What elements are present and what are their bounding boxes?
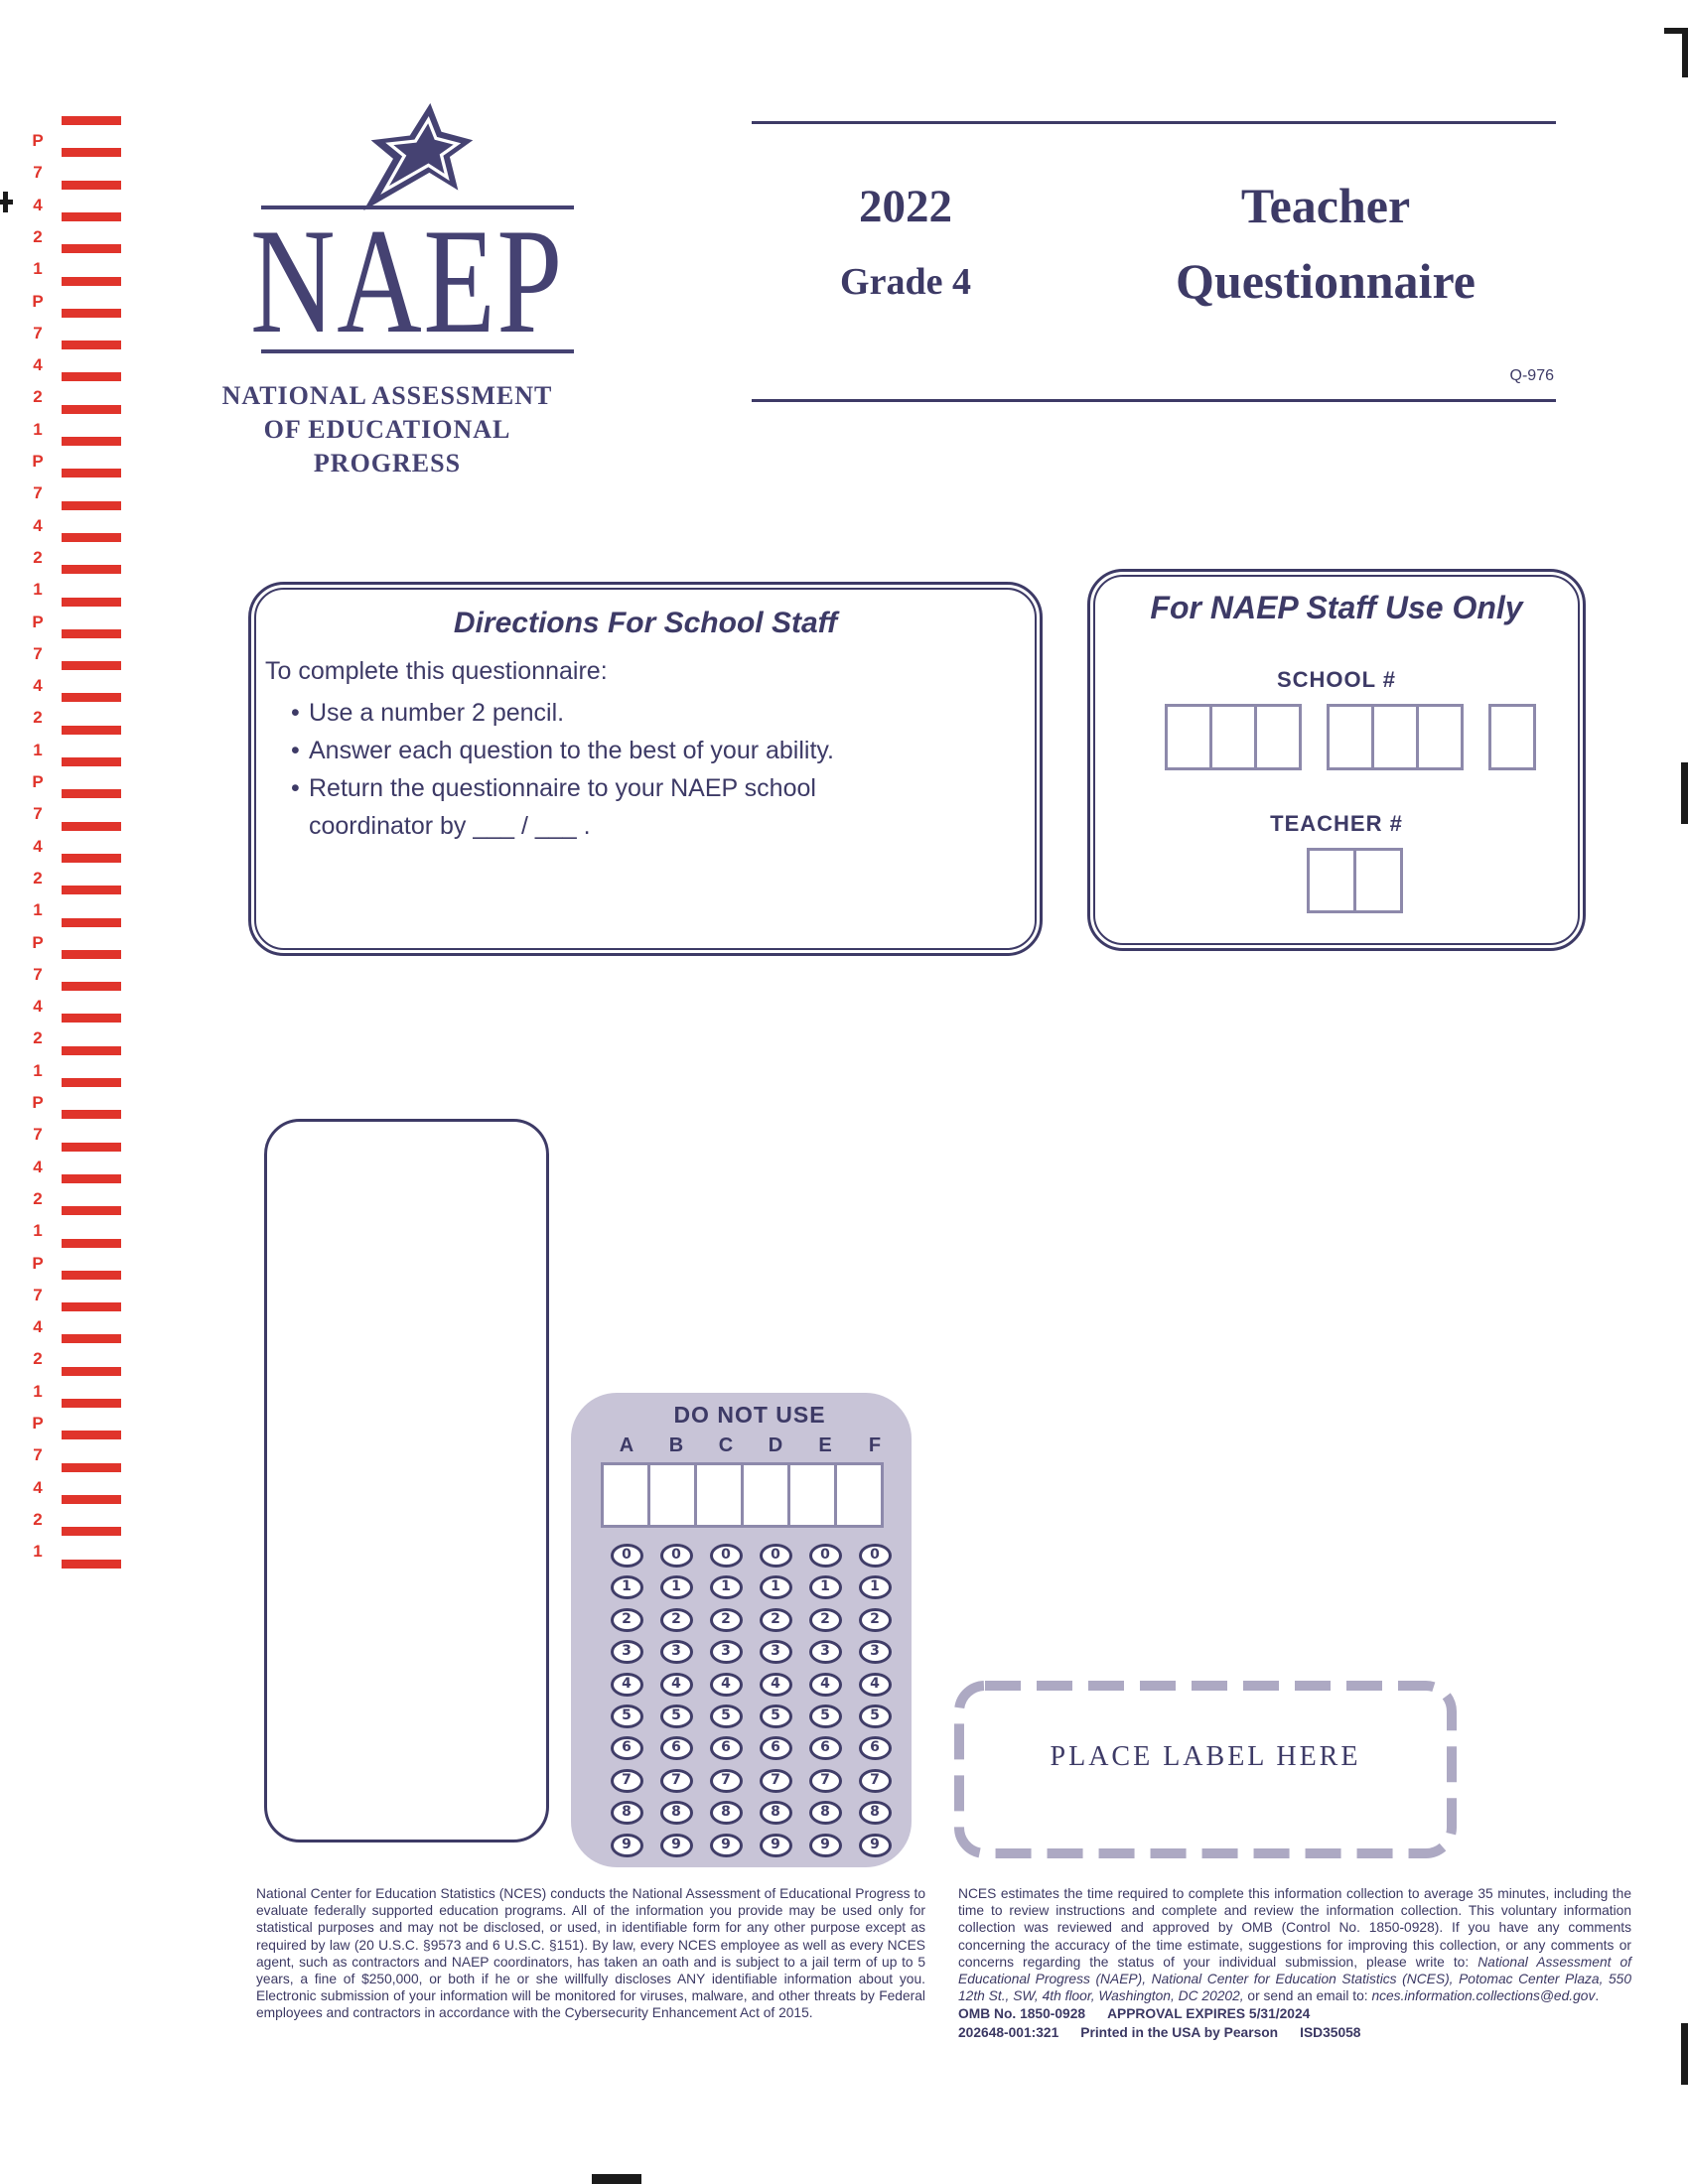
column-letter-E: E — [818, 1434, 832, 1456]
bubble-wrap — [751, 1769, 800, 1793]
bubble-wrap — [800, 1640, 850, 1664]
timing-bar — [62, 693, 121, 702]
timing-char: 4 — [33, 836, 43, 856]
timing-bar — [62, 1206, 121, 1215]
bubble-wrap — [850, 1575, 900, 1599]
school-number-cell[interactable] — [1254, 704, 1302, 770]
bubble-F5[interactable]: 5 — [859, 1705, 892, 1728]
bubble-wrap — [850, 1608, 900, 1632]
bubble-wrap — [850, 1705, 900, 1728]
write-box-B[interactable] — [647, 1462, 697, 1528]
column-letter-B: B — [668, 1434, 684, 1456]
bubble-wrap — [602, 1673, 651, 1697]
timing-bar — [62, 822, 121, 831]
timing-char: P — [32, 1253, 44, 1273]
bubble-wrap — [602, 1769, 651, 1793]
bubble-wrap — [800, 1736, 850, 1760]
timing-char: 1 — [33, 1060, 43, 1080]
timing-char: P — [32, 1414, 44, 1433]
bubble-E4[interactable]: 4 — [809, 1673, 842, 1697]
bubble-C2[interactable]: 2 — [710, 1608, 743, 1632]
sentence-period: . — [1595, 1988, 1600, 2004]
timing-bar — [62, 950, 121, 959]
write-box-E[interactable] — [787, 1462, 837, 1528]
timing-bar — [62, 212, 121, 221]
bubble-B7[interactable]: 7 — [660, 1769, 693, 1793]
page-title-line1: Teacher — [1240, 178, 1411, 233]
school-number-label: SCHOOL # — [1276, 667, 1397, 692]
timing-bar — [62, 1143, 121, 1152]
bubble-row-7 — [602, 1769, 900, 1793]
timing-bar — [62, 1527, 121, 1536]
school-number-cell[interactable] — [1416, 704, 1464, 770]
timing-bar — [62, 469, 121, 478]
print-code: ISD35058 — [1300, 2024, 1361, 2040]
bubble-C3[interactable]: 3 — [710, 1640, 743, 1664]
org-line-1: NATIONAL ASSESSMENT — [221, 381, 553, 410]
directions-content — [265, 652, 1020, 845]
bubble-E8[interactable]: 8 — [809, 1801, 842, 1825]
timing-bar — [62, 1431, 121, 1439]
form-code: Q-976 — [1509, 367, 1554, 384]
omb-number: OMB No. 1850-0928 — [958, 2006, 1086, 2022]
bubble-D1[interactable]: 1 — [760, 1575, 792, 1599]
timing-char: 2 — [33, 1509, 43, 1529]
bubble-wrap — [751, 1608, 800, 1632]
school-number-cell[interactable] — [1327, 704, 1374, 770]
timing-bar — [62, 1463, 121, 1472]
directions-bullet-list — [265, 694, 1020, 845]
timing-char: P — [32, 131, 44, 150]
org-line-2: OF EDUCATIONAL — [263, 415, 511, 444]
bubble-A1[interactable]: 1 — [611, 1575, 643, 1599]
bubble-A4[interactable]: 4 — [611, 1673, 643, 1697]
bubble-F0[interactable]: 0 — [859, 1544, 892, 1568]
timing-bar — [62, 565, 121, 574]
bubble-wrap — [651, 1608, 701, 1632]
timing-char: P — [32, 612, 44, 631]
bubble-wrap — [602, 1544, 651, 1568]
bubble-wrap — [800, 1544, 850, 1568]
bubble-C1[interactable]: 1 — [710, 1575, 743, 1599]
bubble-wrap — [800, 1575, 850, 1599]
teacher-number-cell[interactable] — [1353, 848, 1403, 913]
timing-char: 7 — [33, 643, 43, 663]
bubble-row-8 — [602, 1801, 900, 1825]
timing-bar — [62, 1110, 121, 1119]
bubble-C5[interactable]: 5 — [710, 1705, 743, 1728]
timing-bar — [62, 1399, 121, 1408]
bubble-wrap — [701, 1801, 751, 1825]
timing-bar — [62, 116, 121, 125]
timing-char: P — [32, 932, 44, 952]
timing-char: 1 — [33, 1221, 43, 1241]
bubble-B6[interactable]: 6 — [660, 1736, 693, 1760]
timing-char: 1 — [33, 259, 43, 279]
bubble-wrap — [751, 1801, 800, 1825]
timing-bar — [62, 405, 121, 414]
timing-char: 7 — [33, 323, 43, 342]
bubble-A0[interactable]: 0 — [611, 1544, 643, 1568]
bubble-wrap — [651, 1673, 701, 1697]
do-not-use-bubble-grid — [571, 1393, 912, 1867]
bubble-wrap — [651, 1834, 701, 1857]
bubble-row-6 — [602, 1736, 900, 1760]
bubble-B9[interactable]: 9 — [660, 1834, 693, 1857]
teacher-number-cell[interactable] — [1307, 848, 1356, 913]
school-number-cell[interactable] — [1371, 704, 1419, 770]
bubble-wrap — [602, 1640, 651, 1664]
bubble-wrap — [701, 1834, 751, 1857]
burden-statement-text: NCES estimates the time required to complete this information collection to average 35 minutes, including the time to review instructions and complete and review the information collection. This voluntary information collection was reviewed and approved by OMB (Control No. 1850-0928). If you have any comments concerning the accuracy of the time estimate, suggestions for improving this collection, or any comments or concerns regarding the status of your individual submission, please write to: — [958, 1886, 1631, 1970]
bubble-E1[interactable]: 1 — [809, 1575, 842, 1599]
column-letter-C: C — [718, 1434, 734, 1456]
bubble-wrap — [850, 1673, 900, 1697]
bubble-wrap — [850, 1544, 900, 1568]
bubble-F3[interactable]: 3 — [859, 1640, 892, 1664]
bubble-B8[interactable]: 8 — [660, 1801, 693, 1825]
bubble-row-3 — [602, 1640, 900, 1664]
header-rule-top — [752, 121, 1556, 124]
timing-bar — [62, 661, 121, 670]
bubble-wrap — [800, 1769, 850, 1793]
assessment-grade: Grade 4 — [840, 261, 971, 303]
timing-char: 2 — [33, 868, 43, 887]
directions-bullet-1: • Use a number 2 pencil. — [309, 694, 890, 732]
printed-by: Printed in the USA by Pearson — [1080, 2024, 1279, 2040]
bubble-C0[interactable]: 0 — [710, 1544, 743, 1568]
timing-bar — [62, 501, 121, 510]
timing-char: 7 — [33, 804, 43, 824]
directions-title: Directions For School Staff — [453, 607, 838, 639]
timing-char: 2 — [33, 387, 43, 407]
school-number-group-3 — [1488, 704, 1536, 770]
bubble-wrap — [701, 1640, 751, 1664]
timing-bar — [62, 1367, 121, 1376]
bubble-F8[interactable]: 8 — [859, 1801, 892, 1825]
bubble-B3[interactable]: 3 — [660, 1640, 693, 1664]
timing-char: 7 — [33, 1445, 43, 1465]
timing-char: 2 — [33, 1188, 43, 1208]
school-number-cells — [1165, 704, 1536, 770]
timing-char: P — [32, 452, 44, 471]
timing-char: 7 — [33, 1125, 43, 1145]
bubble-B2[interactable]: 2 — [660, 1608, 693, 1632]
timing-bar — [62, 437, 121, 446]
omb-approval-line — [958, 2005, 1631, 2022]
bubble-F7[interactable]: 7 — [859, 1769, 892, 1793]
write-box-D[interactable] — [741, 1462, 790, 1528]
bubble-A8[interactable]: 8 — [611, 1801, 643, 1825]
timing-char: P — [32, 291, 44, 311]
directions-intro: To complete this questionnaire: — [265, 657, 608, 685]
naep-logo-wordmark: NAEP — [250, 198, 564, 364]
burden-statement-block — [958, 1885, 1631, 2041]
registration-right-bar — [1681, 762, 1688, 824]
bubble-row-0 — [602, 1544, 900, 1568]
bubble-E9[interactable]: 9 — [809, 1834, 842, 1857]
bubble-wrap — [602, 1705, 651, 1728]
timing-bar — [62, 244, 121, 253]
bubble-E6[interactable]: 6 — [809, 1736, 842, 1760]
bubble-wrap — [751, 1673, 800, 1697]
bubble-D0[interactable]: 0 — [760, 1544, 792, 1568]
timing-char: 1 — [33, 1542, 43, 1562]
bubble-wrap — [701, 1673, 751, 1697]
timing-bar — [62, 1302, 121, 1311]
timing-char: 7 — [33, 964, 43, 984]
school-number-cell[interactable] — [1165, 704, 1212, 770]
org-line-3: PROGRESS — [313, 449, 462, 478]
registration-bottom-bar — [592, 2174, 641, 2184]
bubble-wrap — [651, 1575, 701, 1599]
teacher-number-cells — [1307, 848, 1403, 913]
timing-bar — [62, 341, 121, 349]
timing-char: 4 — [33, 997, 43, 1017]
bubble-B5[interactable]: 5 — [660, 1705, 693, 1728]
bubble-A7[interactable]: 7 — [611, 1769, 643, 1793]
timing-char: 2 — [33, 547, 43, 567]
bubble-C4[interactable]: 4 — [710, 1673, 743, 1697]
bubble-row-4 — [602, 1673, 900, 1697]
timing-bar — [62, 1239, 121, 1248]
school-number-cell[interactable] — [1488, 704, 1536, 770]
naep-address-italic: National Assessment of Educational Progress (NAEP), National Center for Education Statistics (NCES), Potomac Center Plaza, 550 12th St., SW, 4th floor, Washington, DC 20202, — [958, 1954, 1631, 2004]
timing-char: 1 — [33, 900, 43, 920]
bubble-row-5 — [602, 1705, 900, 1728]
write-box-C[interactable] — [694, 1462, 744, 1528]
teacher-number-group-1 — [1307, 848, 1403, 913]
blank-response-box — [264, 1119, 549, 1843]
timing-char: 4 — [33, 1317, 43, 1337]
timing-bar — [62, 1174, 121, 1183]
timing-char: 4 — [33, 195, 43, 214]
timing-bar — [62, 789, 121, 798]
school-number-cell[interactable] — [1209, 704, 1257, 770]
timing-bar — [62, 598, 121, 607]
approval-expires: APPROVAL EXPIRES 5/31/2024 — [1107, 2006, 1311, 2022]
bubble-wrap — [701, 1705, 751, 1728]
bubble-wrap — [850, 1640, 900, 1664]
timing-bar — [62, 309, 121, 318]
bubble-wrap — [800, 1801, 850, 1825]
directions-box — [248, 582, 1043, 956]
bubble-grid-column-letters — [602, 1434, 900, 1457]
bubble-wrap — [850, 1736, 900, 1760]
print-info-line — [958, 2024, 1631, 2041]
write-box-F[interactable] — [834, 1462, 884, 1528]
bubble-F6[interactable]: 6 — [859, 1736, 892, 1760]
bubble-A2[interactable]: 2 — [611, 1608, 643, 1632]
bubble-wrap — [751, 1640, 800, 1664]
bubble-E3[interactable]: 3 — [809, 1640, 842, 1664]
bubble-D8[interactable]: 8 — [760, 1801, 792, 1825]
timing-char: 2 — [33, 226, 43, 246]
directions-bullet-2: • Answer each question to the best of your ability. — [309, 732, 890, 769]
timing-bar — [62, 1271, 121, 1280]
bubble-grid-rows — [602, 1544, 900, 1865]
teacher-number-label: TEACHER # — [1270, 811, 1403, 836]
bubble-wrap — [651, 1640, 701, 1664]
bubble-wrap — [701, 1544, 751, 1568]
bubble-D7[interactable]: 7 — [760, 1769, 792, 1793]
bubble-wrap — [800, 1705, 850, 1728]
timing-bar — [62, 918, 121, 927]
bubble-row-9 — [602, 1834, 900, 1857]
place-label-area — [953, 1680, 1458, 1859]
timing-char: 4 — [33, 1477, 43, 1497]
bubble-C8[interactable]: 8 — [710, 1801, 743, 1825]
bubble-row-1 — [602, 1575, 900, 1599]
timing-char: 2 — [33, 708, 43, 728]
bubble-wrap — [651, 1769, 701, 1793]
page-title-line2: Questionnaire — [1176, 253, 1476, 309]
registration-corner-vertical — [1682, 28, 1688, 77]
timing-char: 7 — [33, 163, 43, 183]
bubble-C7[interactable]: 7 — [710, 1769, 743, 1793]
timing-bar — [62, 1014, 121, 1023]
timing-char: 7 — [33, 1285, 43, 1304]
timing-bar — [62, 886, 121, 894]
bubble-wrap — [602, 1575, 651, 1599]
bubble-wrap — [651, 1544, 701, 1568]
bubble-wrap — [602, 1608, 651, 1632]
email-address: nces.information.collections@ed.gov — [1371, 1988, 1596, 2004]
column-letter-A: A — [619, 1434, 634, 1456]
bubble-wrap — [701, 1769, 751, 1793]
bubble-C6[interactable]: 6 — [710, 1736, 743, 1760]
timing-bar — [62, 1046, 121, 1055]
registration-plus-vertical — [3, 192, 8, 212]
bubble-wrap — [800, 1673, 850, 1697]
timing-char: 2 — [33, 1028, 43, 1048]
bubble-F2[interactable]: 2 — [859, 1608, 892, 1632]
timing-char: P — [32, 772, 44, 791]
bubble-wrap — [651, 1801, 701, 1825]
bubble-E7[interactable]: 7 — [809, 1769, 842, 1793]
bubble-F9[interactable]: 9 — [859, 1834, 892, 1857]
bubble-D2[interactable]: 2 — [760, 1608, 792, 1632]
or-send-email-text: or send an email to: — [1243, 1988, 1372, 2004]
timing-bar — [62, 854, 121, 863]
bubble-wrap — [651, 1705, 701, 1728]
timing-char: P — [32, 1093, 44, 1112]
timing-bar — [62, 757, 121, 766]
timing-bar — [62, 726, 121, 735]
bubble-wrap — [850, 1801, 900, 1825]
bubble-A6[interactable]: 6 — [611, 1736, 643, 1760]
bubble-D5[interactable]: 5 — [760, 1705, 792, 1728]
bubble-A5[interactable]: 5 — [611, 1705, 643, 1728]
bubble-wrap — [602, 1834, 651, 1857]
bubble-D6[interactable]: 6 — [760, 1736, 792, 1760]
timing-bar — [62, 148, 121, 157]
bubble-wrap — [800, 1608, 850, 1632]
bubble-wrap — [651, 1736, 701, 1760]
bubble-D9[interactable]: 9 — [760, 1834, 792, 1857]
timing-char: 1 — [33, 419, 43, 439]
naep-staff-box — [1087, 569, 1586, 951]
bubble-row-2 — [602, 1608, 900, 1632]
bubble-wrap — [850, 1834, 900, 1857]
bubble-wrap — [602, 1736, 651, 1760]
registration-right-bar-lower — [1681, 2023, 1688, 2085]
bubble-wrap — [751, 1544, 800, 1568]
timing-char: 4 — [33, 676, 43, 696]
bubble-E2[interactable]: 2 — [809, 1608, 842, 1632]
timing-char: 4 — [33, 355, 43, 375]
bubble-grid-title: DO NOT USE — [673, 1402, 826, 1428]
bubble-wrap — [850, 1769, 900, 1793]
timing-bar — [62, 533, 121, 542]
bubble-B1[interactable]: 1 — [660, 1575, 693, 1599]
timing-char: 7 — [33, 483, 43, 503]
bubble-wrap — [701, 1575, 751, 1599]
timing-char: 4 — [33, 1157, 43, 1176]
bubble-C9[interactable]: 9 — [710, 1834, 743, 1857]
timing-bar — [62, 1495, 121, 1504]
bubble-wrap — [751, 1575, 800, 1599]
timing-bar — [62, 629, 121, 638]
school-number-group-2 — [1327, 704, 1464, 770]
school-number-group-1 — [1165, 704, 1302, 770]
bubble-D4[interactable]: 4 — [760, 1673, 792, 1697]
bubble-wrap — [751, 1705, 800, 1728]
bubble-wrap — [701, 1608, 751, 1632]
bubble-A3[interactable]: 3 — [611, 1640, 643, 1664]
bubble-A9[interactable]: 9 — [611, 1834, 643, 1857]
bubble-grid-write-boxes — [601, 1462, 884, 1528]
timing-bar — [62, 1078, 121, 1087]
timing-bar — [62, 1334, 121, 1343]
bubble-F4[interactable]: 4 — [859, 1673, 892, 1697]
staff-box-title: For NAEP Staff Use Only — [1150, 590, 1523, 625]
timing-char: 1 — [33, 740, 43, 759]
timing-bar — [62, 1560, 121, 1569]
column-letter-D: D — [768, 1434, 783, 1456]
privacy-notice-paragraph: National Center for Education Statistics (NCES) conducts the National Assessment of Educational Progress to evaluate federally supported education programs. All of the information you provide may be used only for statistical purposes and may not be disclosed, or used, in identifiable form for any other purpose except as required by law (20 U.S.C. §9573 and 6 U.S.C. §151). By law, every NCES employee as well as every NCES agent, such as contractors and NAEP coordinators, has taken an oath and is subject to a jail term of up to 5 years, a fine of $250,000, or both if he or she willfully discloses ANY identifiable information about you. Electronic submission of your information will be monitored for viruses, malware, and other threats by Federal employees and contractors in accordance with the Cybersecurity Enhancement Act of 2015. — [256, 1886, 925, 2021]
timing-char: 2 — [33, 1349, 43, 1369]
write-box-A[interactable] — [601, 1462, 650, 1528]
timing-bar — [62, 982, 121, 991]
bubble-D3[interactable]: 3 — [760, 1640, 792, 1664]
bubble-E0[interactable]: 0 — [809, 1544, 842, 1568]
bubble-F1[interactable]: 1 — [859, 1575, 892, 1599]
bubble-wrap — [602, 1801, 651, 1825]
bubble-E5[interactable]: 5 — [809, 1705, 842, 1728]
place-label-text: PLACE LABEL HERE — [1050, 1741, 1361, 1772]
assessment-year: 2022 — [859, 181, 952, 232]
header-rule-bottom — [752, 399, 1556, 402]
timing-char: 1 — [33, 1381, 43, 1401]
bubble-B0[interactable]: 0 — [660, 1544, 693, 1568]
bubble-wrap — [751, 1834, 800, 1857]
timing-bar — [62, 277, 121, 286]
bubble-wrap — [701, 1736, 751, 1760]
timing-char: 1 — [33, 580, 43, 600]
timing-bar — [62, 181, 121, 190]
timing-char: 4 — [33, 515, 43, 535]
bubble-B4[interactable]: 4 — [660, 1673, 693, 1697]
bubble-wrap — [800, 1834, 850, 1857]
bubble-wrap — [751, 1736, 800, 1760]
timing-bar — [62, 372, 121, 381]
naep-logo-org-name — [189, 379, 586, 480]
print-number: 202648-001:321 — [958, 2024, 1059, 2040]
column-letter-F: F — [868, 1434, 882, 1456]
directions-bullet-3: • Return the questionnaire to your NAEP school coordinator by ___ / ___ . — [309, 769, 890, 845]
